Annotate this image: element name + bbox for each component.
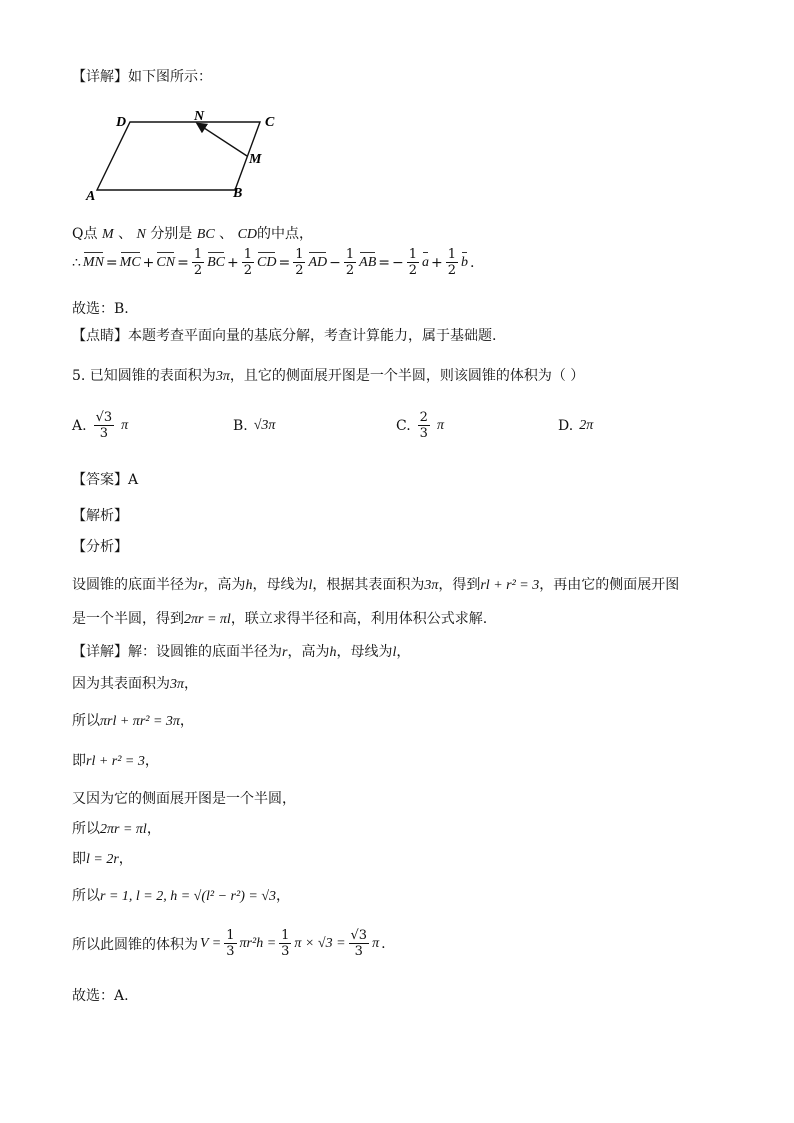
parallelogram-shape <box>97 122 260 190</box>
answer-line-2: 【答案】A <box>72 472 139 488</box>
so-line-2: 所以2πr = πl， <box>72 821 161 837</box>
fraction-half: $\frac{1}{2}$ <box>345 247 355 278</box>
label-N: N <box>194 109 205 124</box>
analyze-paragraph-2: 是一个半圆，得到2πr = πl，联立求得半径和高，利用体积公式求解. <box>72 611 488 627</box>
detail-line-1 <box>72 66 212 86</box>
option-d[interactable]: D. 2π <box>558 418 594 434</box>
parallelogram-figure <box>80 104 290 206</box>
fraction-half: $\frac{1}{2}$ <box>193 247 203 278</box>
analyze-tag: 【分析】 <box>72 539 128 555</box>
detail-tag: 【详解】 <box>72 69 128 85</box>
so-line-1: 所以πrl + πr² = 3π， <box>72 713 194 729</box>
since-line: Q点 M 、 N 分别是 BC 、 CD的中点， <box>72 226 314 242</box>
detail-text: 如下图所示： <box>128 69 212 85</box>
fraction-half: $\frac{1}{2}$ <box>243 247 252 278</box>
label-C: C <box>265 115 275 130</box>
answer-value: A <box>128 472 139 488</box>
fraction-half: $\frac{1}{2}$ <box>295 247 304 278</box>
comment-line <box>72 325 496 345</box>
fraction-half: $\frac{1}{2}$ <box>408 247 418 278</box>
comment-tag: 【点睛】 <box>72 328 128 344</box>
analysis-tag: 【解析】 <box>72 508 128 524</box>
label-M: M <box>249 152 262 167</box>
point-m: M <box>101 227 114 242</box>
label-A: A <box>86 189 96 204</box>
volume-line: 所以此圆锥的体积为 V = $\frac{1}{3}$ πr²h = $\frac{1}{3}$ π × √3 = $\frac{√3}{3}$ π . <box>72 928 386 959</box>
ie-line-2: 即l = 2r， <box>72 851 133 867</box>
comment-text: 本题考查平面向量的基底分解，考查计算能力，属于基础题. <box>128 328 497 344</box>
segment-cd: CD <box>237 227 258 242</box>
option-c[interactable]: C. $\frac{2}{3}$ π <box>396 410 444 441</box>
because-line-2: 又因为它的侧面展开图是一个半圆， <box>72 791 296 807</box>
since-symbol: Q <box>72 226 84 242</box>
label-D: D <box>116 115 127 130</box>
ie-line-1: 即rl + r² = 3， <box>72 753 159 769</box>
final-answer: 故选：A. <box>72 988 129 1004</box>
vector-mn-arrow <box>198 124 247 156</box>
analyze-paragraph-1: 设圆锥的底面半径为r，高为h，母线为l，根据其表面积为3π，得到rl + r² = 3，再由它的侧面展开图 <box>72 577 680 593</box>
vector-equation: ∴ MN = MC + CN = $\frac{1}{2}$ BC + $\frac{1}{2}$ CD = $\frac{1}{2}$ AD − $\frac{1}{2}$ AB = − $\frac{1}{2}$ a + $\frac{1}{2}$ b . <box>72 247 475 278</box>
answer-line-1: 故选：B. <box>72 301 129 317</box>
option-b[interactable]: B. √3π <box>233 418 276 434</box>
fraction-half: $\frac{1}{2}$ <box>447 247 457 278</box>
because-line: 因为其表面积为3π， <box>72 676 199 692</box>
point-n: N <box>136 227 146 242</box>
option-a[interactable]: A. $\frac{√3}{3}$ π <box>72 410 129 441</box>
detail-line-2: 【详解】解：设圆锥的底面半径为r，高为h，母线为l， <box>72 644 411 660</box>
question-5: 5. 已知圆锥的表面积为3π，且它的侧面展开图是一个半圆，则该圆锥的体积为（ ） <box>72 368 585 384</box>
segment-bc: BC <box>196 227 215 242</box>
so-line-3: 所以r = 1, l = 2, h = √(l² − r²) = √3， <box>72 888 290 904</box>
label-B: B <box>233 186 243 201</box>
